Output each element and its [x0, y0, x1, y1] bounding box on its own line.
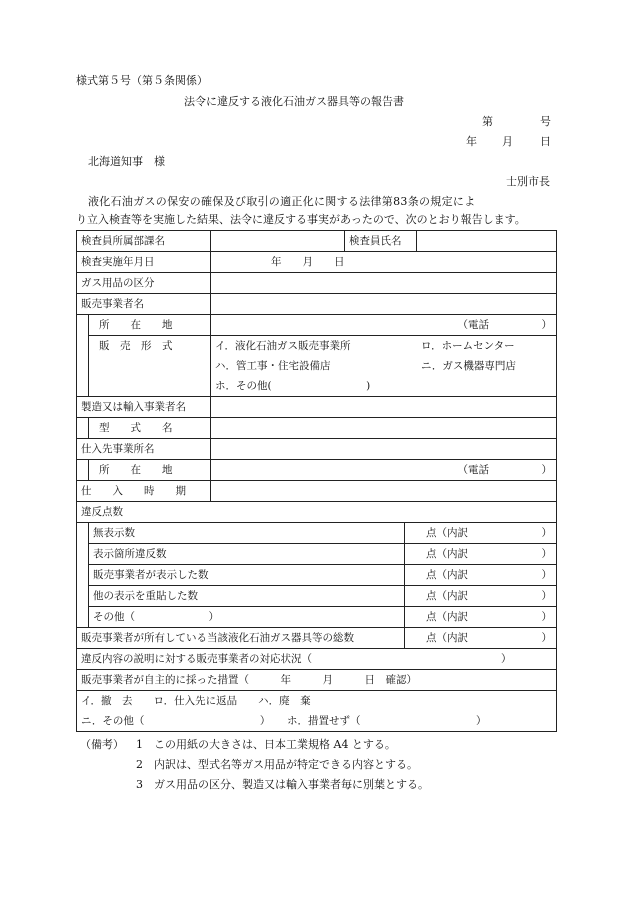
total-count-field[interactable]: 点（内訳 ） [405, 628, 557, 649]
indent-cell [77, 418, 89, 439]
indent-cell [77, 523, 89, 628]
supplier-address-field[interactable]: （電話 ） [211, 460, 557, 481]
measures-row1[interactable]: イ．撤 去 ロ．仕入先に返品 ハ．廃 棄 [81, 695, 311, 707]
violation-count-field[interactable]: 点（内訳 ） [405, 607, 557, 628]
indent-cell [77, 315, 89, 397]
purchase-time-field[interactable] [211, 481, 557, 502]
inspector-name-label: 検査員氏名 [345, 231, 417, 252]
model-field[interactable] [211, 418, 557, 439]
inspector-name-field[interactable] [417, 231, 557, 252]
response-status-row[interactable]: 違反内容の説明に対する販売事業者の対応状況（ ） [77, 649, 557, 670]
date-year: 年 [466, 135, 477, 148]
violation-count-field[interactable]: 点（内訳 ） [405, 586, 557, 607]
manufacturer-field[interactable] [211, 397, 557, 418]
violation-item-label: 無表示数 [89, 523, 405, 544]
measures-row2-b[interactable]: ホ．措置せず（ ） [287, 715, 487, 727]
gas-category-field[interactable] [211, 273, 557, 294]
violation-count-field[interactable]: 点（内訳 ） [405, 565, 557, 586]
sales-form-options[interactable] [211, 336, 557, 397]
gas-category-label: ガス用品の区分 [77, 273, 211, 294]
sales-form-label: 販 売 形 式 [89, 336, 211, 397]
violation-item-label: その他（ ） [89, 607, 405, 628]
violation-count-field[interactable]: 点（内訳 ） [405, 544, 557, 565]
note-item: 1 この用紙の大きさは、日本工業規格 A4 とする。 [136, 738, 396, 751]
measures-label[interactable]: 販売事業者が自主的に採った措置（ 年 月 日 確認） [77, 670, 557, 691]
violations-label: 違反点数 [77, 502, 557, 523]
addressee: 北海道知事 様 [88, 155, 165, 168]
body-text-line2: り立入検査等を実施した結果、法令に違反する事実があったので、次のとおり報告します。 [76, 213, 526, 226]
measures-row2-a[interactable]: ニ．その他（ ） [81, 715, 271, 727]
violation-item-label: 他の表示を重貼した数 [89, 586, 405, 607]
indent-cell [77, 460, 89, 481]
sales-option-ho[interactable]: ホ．その他( ) [215, 380, 371, 392]
doc-no-dai: 第 [482, 115, 493, 128]
supplier-field[interactable] [211, 439, 557, 460]
form-number: 様式第５号（第５条関係） [76, 74, 208, 87]
date-day: 日 [540, 135, 551, 148]
violation-item-label: 表示箇所違反数 [89, 544, 405, 565]
supplier-address-label: 所 在 地 [89, 460, 211, 481]
note-item: 3 ガス用品の区分、製造又は輸入事業者毎に別葉とする。 [136, 778, 429, 791]
inspection-date-field[interactable]: 年 月 日 [211, 252, 557, 273]
note-item: 2 内訳は、型式名等ガス用品が特定できる内容とする。 [136, 758, 418, 771]
report-table [76, 230, 557, 732]
sender: 士別市長 [506, 175, 550, 188]
manufacturer-label: 製造又は輸入事業者名 [77, 397, 211, 418]
inspector-dept-label: 検査員所属部課名 [77, 231, 211, 252]
sales-option-ni[interactable]: ニ．ガス機器専門店 [421, 360, 516, 372]
seller-name-field[interactable] [211, 294, 557, 315]
supplier-label: 仕入先事業所名 [77, 439, 211, 460]
inspection-date-label: 検査実施年月日 [77, 252, 211, 273]
total-label: 販売事業者が所有している当該液化石油ガス器具等の総数 [77, 628, 405, 649]
sales-option-i[interactable]: イ．液化石油ガス販売事業所 [215, 340, 351, 352]
measures-options[interactable] [77, 691, 557, 732]
sales-option-ro[interactable]: ロ．ホームセンター [421, 340, 515, 352]
sales-option-ha[interactable]: ハ．管工事・住宅設備店 [215, 360, 331, 372]
date-month: 月 [502, 135, 513, 148]
seller-address-label: 所 在 地 [89, 315, 211, 336]
violation-item-label: 販売事業者が表示した数 [89, 565, 405, 586]
seller-address-field[interactable]: （電話 ） [211, 315, 557, 336]
body-text-line1: 液化石油ガスの保安の確保及び取引の適正化に関する法律第83条の規定によ [88, 195, 476, 208]
purchase-time-label: 仕 入 時 期 [77, 481, 211, 502]
model-label: 型 式 名 [89, 418, 211, 439]
violation-count-field[interactable]: 点（内訳 ） [405, 523, 557, 544]
notes-label: （備考） [80, 738, 124, 751]
doc-no-go: 号 [540, 115, 551, 128]
seller-name-label: 販売事業者名 [77, 294, 211, 315]
inspector-dept-field[interactable] [211, 231, 345, 252]
page-title: 法令に違反する液化石油ガス器具等の報告書 [184, 95, 404, 108]
